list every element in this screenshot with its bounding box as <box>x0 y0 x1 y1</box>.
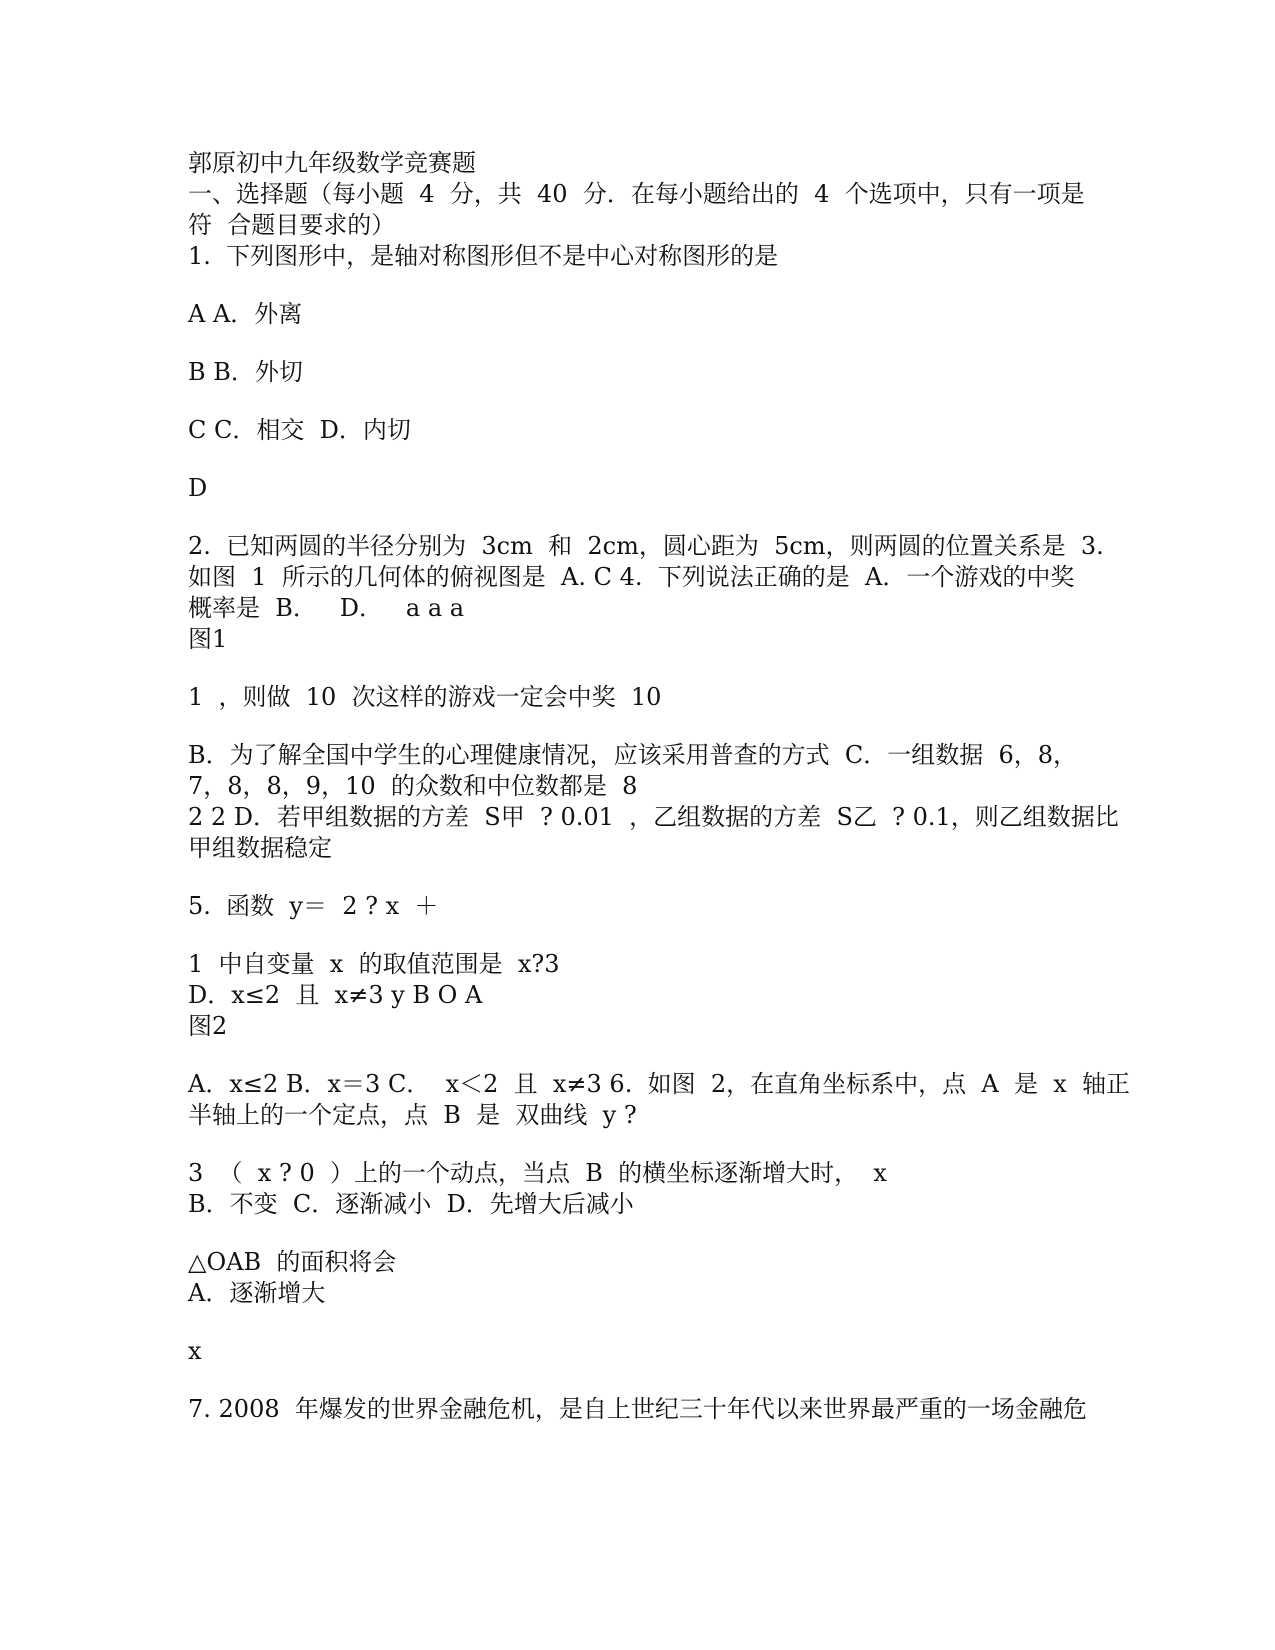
paragraph-gap <box>188 713 1088 740</box>
paragraph-gap <box>188 504 1088 531</box>
text-line: 半轴上的一个定点，点 B 是 双曲线 y ? <box>188 1101 637 1129</box>
text-line: 2. 已知两圆的半径分别为 3cm 和 2cm，圆心距为 5cm，则两圆的位置关系是 3. <box>188 532 1104 560</box>
paragraph-gap <box>188 272 1088 299</box>
paragraph-gap <box>188 446 1088 473</box>
text-line: 7，8，8，9，10 的众数和中位数都是 8 <box>188 772 638 800</box>
paragraph-gap <box>188 1220 1088 1247</box>
text-line: 概率是 B． D． a a a <box>188 594 465 622</box>
text-line: A．逐渐增大 <box>188 1279 326 1307</box>
text-line: 1 中自变量 x 的取值范围是 x?3 <box>188 950 560 978</box>
text-line: 图1 <box>188 625 228 653</box>
paragraph-gap <box>188 330 1088 357</box>
text-line: B．不变 C．逐渐减小 D．先增大后减小 <box>188 1190 634 1218</box>
text-line: 2 2 D．若甲组数据的方差 S甲 ? 0.01 ，乙组数据的方差 S乙 ? 0.1，则乙组数据比 <box>188 803 1119 831</box>
paragraph-gap <box>188 922 1088 949</box>
paragraph-gap <box>188 1042 1088 1069</box>
text-line: 3 （ x ? 0 ）上的一个动点，当点 B 的横坐标逐渐增大时， x <box>188 1159 887 1187</box>
text-line: B B．外切 <box>188 358 303 386</box>
text-line: 符 合题目要求的） <box>188 211 396 239</box>
text-line: 1 ，则做 10 次这样的游戏一定会中奖 10 <box>188 683 662 711</box>
text-line: B．为了解全国中学生的心理健康情况，应该采用普查的方式 C．一组数据 6，8， <box>188 741 1078 769</box>
paragraph-gap <box>188 1131 1088 1158</box>
text-line: 如图 1 所示的几何体的俯视图是 A. C 4. 下列说法正确的是 A．一个游戏的中奖 <box>188 563 1075 591</box>
text-line: 一、选择题（每小题 4 分，共 40 分．在每小题给出的 4 个选项中，只有一项是 <box>188 180 1085 208</box>
text-line: 甲组数据稳定 <box>188 834 332 862</box>
text-line: x <box>188 1337 202 1365</box>
text-line: 图2 <box>188 1012 228 1040</box>
document-title: 郭原初中九年级数学竞赛题 <box>188 149 476 177</box>
text-line: 5. 函数 y＝ 2 ? x ＋ <box>188 892 439 920</box>
paragraph-gap <box>188 864 1088 891</box>
text-line: 1. 下列图形中，是轴对称图形但不是中心对称图形的是 <box>188 242 779 270</box>
text-line: 7. 2008 年爆发的世界金融危机，是自上世纪三十年代以来世界最严重的一场金融危 <box>188 1395 1087 1423</box>
text-line: D <box>188 474 208 502</box>
paragraph-gap <box>188 1309 1088 1336</box>
paragraph-gap <box>188 655 1088 682</box>
text-line: A．x≤2 B．x＝3 C． x＜2 且 x≠3 6. 如图 2，在直角坐标系中，点 A 是 x 轴正 <box>188 1070 1131 1098</box>
text-line: C C．相交 D．内切 <box>188 416 411 444</box>
text-line: D．x≤2 且 x≠3 y B O A <box>188 981 483 1009</box>
text-line: △OAB 的面积将会 <box>188 1248 397 1276</box>
paragraph-gap <box>188 1367 1088 1394</box>
document-body <box>188 148 1131 1425</box>
paragraph-gap <box>188 388 1088 415</box>
text-line: A A．外离 <box>188 300 303 328</box>
